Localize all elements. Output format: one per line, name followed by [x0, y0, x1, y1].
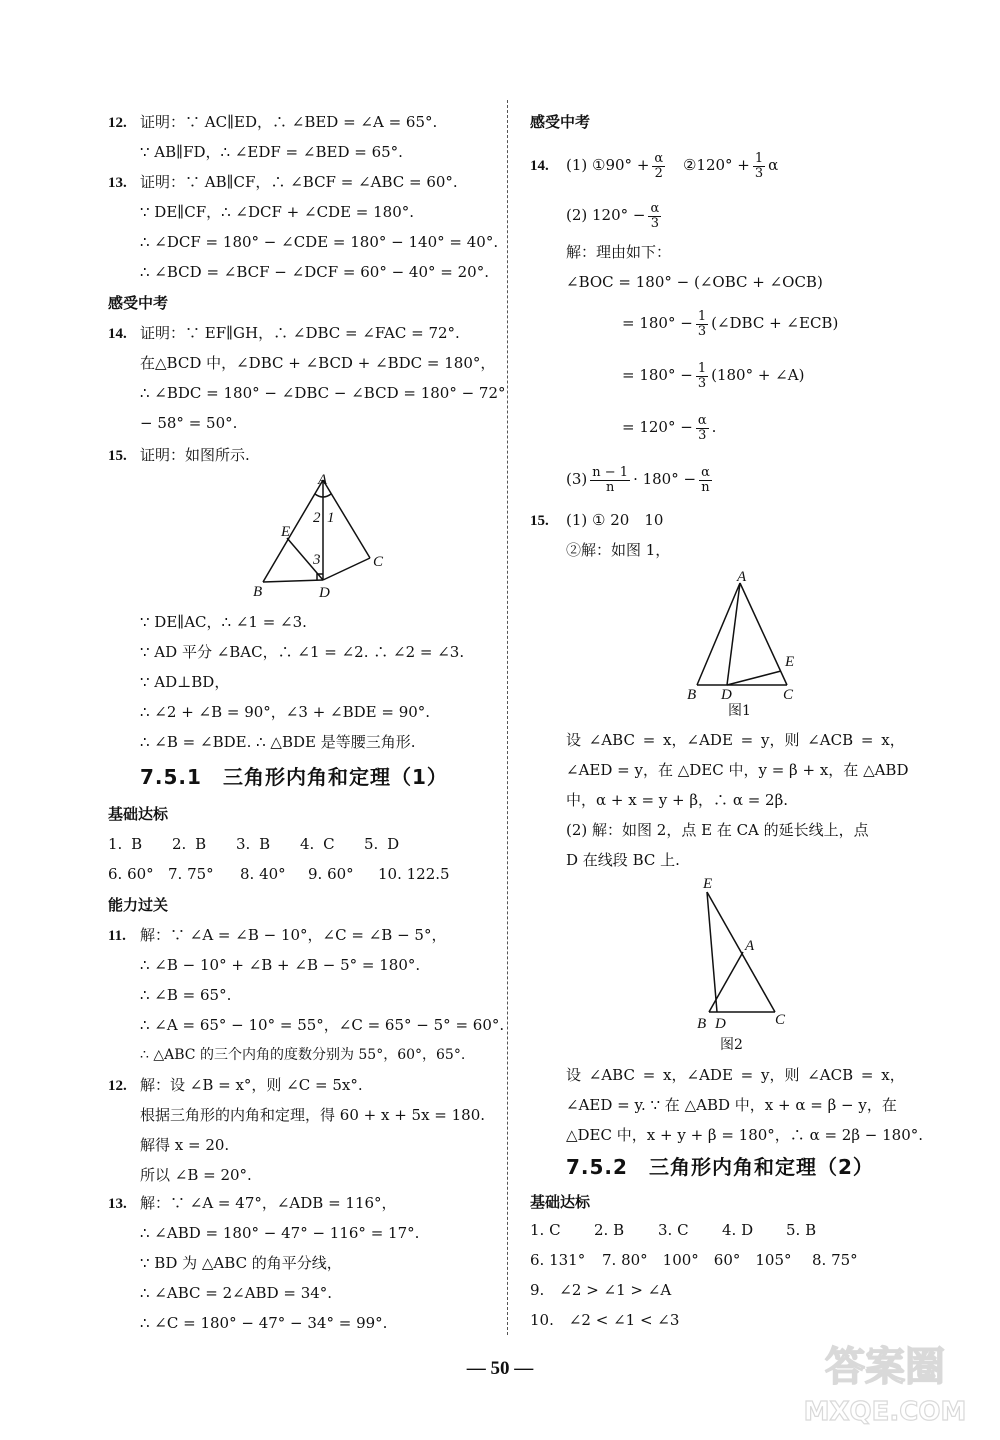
q11-line3: ∴ ∠B = 65°. [140, 986, 232, 1004]
svg-text:答案圈: 答案圈 [825, 1344, 945, 1390]
answer-row-1: 1. B 2. B 3. B 4. C 5. D [108, 835, 400, 853]
label-A: A [318, 472, 328, 488]
eq-line4: = 120° − $\frac{\alpha}{3}$ . [622, 412, 717, 443]
fraction: $\frac{n - 1}{n}$ [592, 464, 629, 495]
q13b-line2: ∴ ∠ABD = 180° − 47° − 116° = 17°. [140, 1224, 420, 1242]
heading-exam: 感受中考 [108, 294, 169, 312]
fig2-text2: ∠AED = y. ∵ 在 △ABD 中，x + α = β − y，在 [566, 1096, 897, 1114]
q15-proof2: ∵ AD 平分 ∠BAC，∴ ∠1 = ∠2. ∴ ∠2 = ∠3. [140, 643, 465, 661]
q13-line4: ∴ ∠BCD = ∠BCF − ∠DCF = 60° − 40° = 20°. [140, 263, 489, 281]
answer-10: 10. ∠2 < ∠1 < ∠3 [530, 1311, 680, 1329]
label-B: B [253, 584, 263, 600]
triangle-figure-aed [245, 472, 395, 602]
triangle-figure-1 [685, 565, 805, 715]
q15-part1-solution: ②解：如图 1， [566, 541, 671, 559]
label-E: E [785, 654, 795, 670]
heading-basic-right: 基础达标 [530, 1193, 591, 1211]
fraction: $\frac{1}{3}$ [697, 360, 707, 391]
q11-line5: ∴ △ABC 的三个内角的度数分别为 55°，60°，65°. [140, 1047, 466, 1063]
q13-line2: ∵ DE∥CF，∴ ∠DCF + ∠CDE = 180°. [140, 203, 415, 221]
q11-line4: ∴ ∠A = 65° − 10° = 55°，∠C = 65° − 5° = 60°. [140, 1016, 505, 1034]
label-D: D [319, 585, 330, 601]
q14-line1: 14. 证明：∵ EF∥GH，∴ ∠DBC = ∠FAC = 72°. [108, 324, 460, 342]
q12b-line1: 12. 解：设 ∠B = x°，则 ∠C = 5x°. [108, 1076, 363, 1094]
label-C: C [775, 1012, 786, 1028]
fraction: $\frac{\alpha}{3}$ [697, 412, 707, 443]
q14-line4: − 58° = 50°. [140, 414, 238, 432]
q12b-line2: 根据三角形的内角和定理，得 60 + x + 5x = 180. [140, 1106, 486, 1124]
fig1-text5: D 在线段 BC 上. [566, 851, 680, 869]
column-divider [507, 100, 509, 1335]
q13-line3: ∴ ∠DCF = 180° − ∠CDE = 180° − 140° = 40°. [140, 233, 499, 251]
heading-basic: 基础达标 [108, 805, 169, 823]
q14-part1: 14. (1) ①90° + $\frac{\alpha}{2}$ ②120° + $\frac{1}{3}$ α [530, 150, 779, 181]
fraction: $\frac{\alpha}{n}$ [701, 464, 710, 495]
label-A: A [737, 569, 747, 585]
fraction: $\frac{\alpha}{3}$ [650, 200, 660, 231]
q12-line1: 12. 证明：∵ AC∥ED，∴ ∠BED = ∠A = 65°. [108, 113, 438, 131]
fig1-text3: 中，α + x = y + β，∴ α = 2β. [566, 791, 789, 809]
q11-line1: 11. 解：∵ ∠A = ∠B − 10°，∠C = ∠B − 5°， [108, 926, 447, 944]
q12b-line4: 所以 ∠B = 20°. [140, 1166, 252, 1184]
triangle-figure-2 [695, 872, 805, 1032]
q14-part2: (2) 120° − $\frac{\alpha}{3}$ [566, 200, 660, 231]
section-title-7-5-1: 7.5.1 三角形内角和定理（1） [140, 765, 448, 789]
eq-line1: ∠BOC = 180° − (∠OBC + ∠OCB) [566, 273, 823, 291]
label-angle-1: 1 [327, 510, 335, 526]
q15-proof5: ∴ ∠B = ∠BDE. ∴ △BDE 是等腰三角形. [140, 733, 416, 751]
q12-line2: ∵ AB∥FD，∴ ∠EDF = ∠BED = 65°. [140, 143, 403, 161]
answer-row-1-right: 1. C 2. B 3. C 4. D 5. B [530, 1221, 817, 1239]
label-A: A [745, 938, 755, 954]
q15-line1: 15. 证明：如图所示. [108, 446, 250, 464]
label-B: B [697, 1016, 707, 1032]
label-C: C [783, 687, 794, 703]
q13b-line4: ∴ ∠ABC = 2∠ABD = 34°. [140, 1284, 333, 1302]
fig2-text3: △DEC 中，x + y + β = 180°，∴ α = 2β − 180°. [566, 1126, 924, 1144]
heading-exam-right: 感受中考 [530, 113, 591, 131]
answer-row-2: 6. 60° 7. 75° 8. 40° 9. 60° 10. 122.5 [108, 865, 450, 883]
q15-part1: 15. (1) ① 20 10 [530, 511, 664, 529]
reason-line: 解：理由如下： [566, 243, 672, 261]
q15-proof3: ∵ AD⊥BD， [140, 673, 230, 691]
svg-text:MXQE.COM: MXQE.COM [803, 1397, 967, 1427]
answer-row-2-right: 6. 131° 7. 80° 100° 60° 105° 8. 75° [530, 1251, 858, 1269]
fig1-text4: (2) 解：如图 2，点 E 在 CA 的延长线上，点 [566, 821, 869, 839]
page-number: — 50 — [466, 1358, 534, 1379]
q13b-line3: ∵ BD 为 △ABC 的角平分线， [140, 1254, 342, 1272]
q13b-line1: 13. 解：∵ ∠A = 47°，∠ADB = 116°， [108, 1194, 397, 1212]
eq-line3: = 180° − $\frac{1}{3}$ (180° + ∠A) [622, 360, 805, 391]
label-E: E [281, 524, 291, 540]
q14-line3: ∴ ∠BDC = 180° − ∠DBC − ∠BCD = 180° − 72° [140, 384, 506, 402]
fraction: $\frac{\alpha}{2}$ [654, 150, 664, 181]
label-E: E [703, 876, 713, 892]
q13-line1: 13. 证明：∵ AB∥CF，∴ ∠BCF = ∠ABC = 60°. [108, 173, 458, 191]
q13b-line5: ∴ ∠C = 180° − 47° − 34° = 99°. [140, 1314, 388, 1332]
figure-1-caption: 图1 [728, 703, 751, 719]
figure-2-caption: 图2 [720, 1037, 743, 1053]
label-B: B [687, 687, 697, 703]
q12b-line3: 解得 x = 20. [140, 1136, 230, 1154]
q15-proof4: ∴ ∠2 + ∠B = 90°，∠3 + ∠BDE = 90°. [140, 703, 431, 721]
answer-9: 9. ∠2 > ∠1 > ∠A [530, 1281, 672, 1299]
label-angle-2: 2 [313, 510, 321, 526]
q14-part3: (3) $\frac{n - 1}{n}$ · 180° − $\frac{\alpha}{n}$ [566, 464, 710, 495]
fig1-text1: 设 ∠ABC = x，∠ADE = y，则 ∠ACB = x， [566, 731, 905, 749]
fraction: $\frac{1}{3}$ [697, 308, 707, 339]
fig1-text2: ∠AED = y，在 △DEC 中，y = β + x，在 △ABD [566, 761, 909, 779]
q11-line2: ∴ ∠B − 10° + ∠B + ∠B − 5° = 180°. [140, 956, 421, 974]
label-D: D [721, 687, 732, 703]
section-title-7-5-2: 7.5.2 三角形内角和定理（2） [566, 1155, 874, 1179]
label-D: D [715, 1016, 726, 1032]
label-angle-3: 3 [313, 552, 321, 568]
eq-line2: = 180° − $\frac{1}{3}$ (∠DBC + ∠ECB) [622, 308, 839, 339]
watermark-logo [800, 1330, 970, 1430]
heading-ability: 能力过关 [108, 896, 169, 914]
fig2-text1: 设 ∠ABC = x，∠ADE = y，则 ∠ACB = x， [566, 1066, 905, 1084]
fraction: $\frac{1}{3}$ [754, 150, 764, 181]
q15-proof1: ∵ DE∥AC，∴ ∠1 = ∠3. [140, 613, 307, 631]
q14-line2: 在△BCD 中，∠DBC + ∠BCD + ∠BDC = 180°， [140, 354, 496, 372]
label-C: C [373, 554, 384, 570]
